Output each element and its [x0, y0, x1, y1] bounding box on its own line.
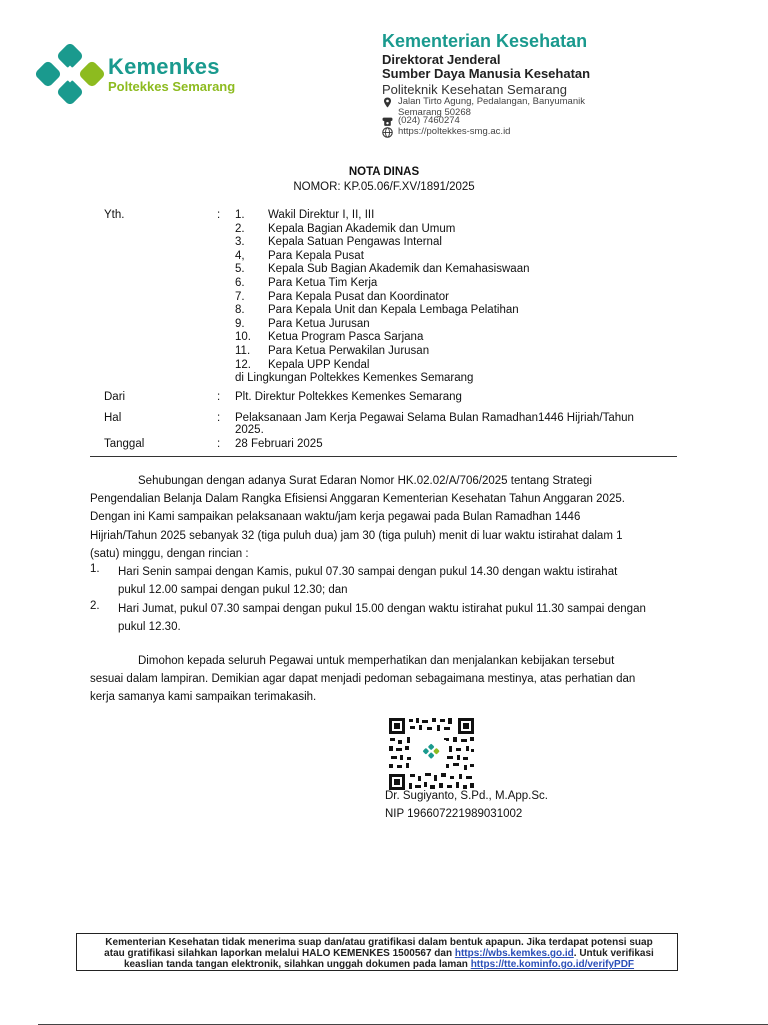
recipient-item: Wakil Direktur I, II, III	[268, 209, 375, 221]
list-item-line-1: Hari Jumat, pukul 07.30 sampai dengan pukul 15.00 dengan waktu istirahat pukul 11.30 sampai dengan	[118, 603, 646, 615]
recipient-scope: di Lingkungan Poltekkes Kemenkes Semarang	[235, 372, 474, 385]
recipient-number: 8.	[235, 304, 245, 317]
recipient-number: 10.	[235, 331, 251, 344]
verify-pdf-link[interactable]: https://tte.kominfo.go.id/verifyPDF	[470, 959, 635, 970]
hal-label: Hal	[104, 412, 122, 424]
paragraph-1-line-2: Pengendalian Belanja Dalam Rangka Efisiensi Anggaran Kementerian Kesehatan Tahun Anggaran 2025.	[90, 493, 625, 506]
paragraph-1-line-5: (satu) minggu, dengan rincian :	[90, 547, 249, 560]
paragraph-2-line-2: sesuai dalam lampiran. Demikian agar dapat menjadi pedoman sebagaimana mestinya, atas perhatian dan	[90, 673, 636, 686]
recipient-number: 9.	[235, 317, 245, 330]
recipient-item: Kepala Bagian Akademik dan Umum	[268, 222, 456, 235]
tanggal-label: Tanggal	[104, 438, 145, 450]
separator-line	[90, 456, 677, 457]
footer-notice	[84, 937, 674, 970]
brand-name: Kemenkes	[108, 54, 220, 79]
yth-label: Yth.	[104, 209, 125, 221]
wbs-link[interactable]: https://wbs.kemkes.go.id	[454, 948, 574, 959]
footer-line-3	[84, 959, 674, 970]
recipient-item: Kepala Satuan Pengawas Internal	[268, 236, 442, 249]
recipient-item: Para Ketua Perwakilan Jurusan	[268, 345, 430, 357]
kemenkes-logo-icon	[36, 44, 106, 104]
tanggal-value: 28 Februari 2025	[235, 438, 323, 450]
footer-line-3-text: keaslian tanda tangan elektronik, silahkan unggah dokumen pada laman	[123, 959, 471, 970]
recipient-number: 6.	[235, 277, 245, 289]
address-line-1: Jalan Tirto Agung, Pedalangan, Banyumanik	[398, 96, 585, 107]
list-item-number: 2.	[90, 600, 100, 612]
recipient-number: 5.	[235, 263, 245, 276]
list-item-line-2: pukul 12.00 sampai dengan pukul 12.30; dan	[118, 584, 348, 597]
recipient-item: Ketua Program Pasca Sarjana	[268, 331, 424, 344]
list-item-line-2: pukul 12.30.	[118, 621, 181, 634]
tanggal-colon: :	[217, 438, 221, 450]
footer-line-2	[84, 948, 674, 959]
directorate-line-1: Direktorat Jenderal	[382, 52, 501, 67]
recipient-item: Para Ketua Jurusan	[268, 317, 370, 330]
document-number: NOMOR: KP.05.06/F.XV/1891/2025	[293, 181, 475, 193]
website-row	[382, 126, 510, 138]
dari-colon: :	[217, 391, 221, 403]
recipient-number: 7.	[235, 290, 245, 303]
paragraph-2-line-1: Dimohon kepada seluruh Pegawai untuk memperhatikan dan menjalankan kebijakan tersebut	[138, 655, 615, 667]
qr-code-icon	[387, 716, 476, 792]
footer-line-1: Kementerian Kesehatan tidak menerima suap dan/atau gratifikasi dalam bentuk apapun. Jika terdapat potensi suap	[105, 937, 653, 948]
list-item-number: 1.	[90, 563, 100, 575]
address-line-2: Semarang 50268	[398, 107, 471, 118]
recipient-number: 4,	[235, 249, 245, 262]
website-link[interactable]: https://poltekkes-smg.ac.id	[398, 126, 511, 137]
recipient-number: 12.	[235, 358, 251, 371]
recipient-number: 11.	[235, 345, 251, 357]
recipient-number: 3.	[235, 236, 245, 249]
footer-line-2-text: atau gratifikasi silahkan laporkan melalui HALO KEMENKES 1500567 dan	[104, 948, 455, 959]
directorate-line-2: Sumber Daya Manusia Kesehatan	[382, 66, 591, 81]
recipient-item: Kepala UPP Kendal	[268, 358, 370, 371]
list-item-line-1: Hari Senin sampai dengan Kamis, pukul 07.30 sampai dengan pukul 14.30 dengan waktu istirahat	[118, 566, 618, 578]
institution-name: Politeknik Kesehatan Semarang	[382, 82, 568, 97]
brand-subtitle: Poltekkes Semarang	[108, 79, 236, 94]
ministry-name: Kementerian Kesehatan	[382, 31, 588, 51]
dari-value: Plt. Direktur Poltekkes Kemenkes Semarang	[235, 391, 462, 403]
phone-number: (024) 7460274	[398, 115, 460, 126]
footer-line-2-tail: . Untuk verifikasi	[573, 948, 654, 959]
yth-colon: :	[217, 209, 221, 221]
location-icon	[382, 97, 393, 108]
paragraph-1-line-3: Dengan ini Kami sampaikan pelaksanaan waktu/jam kerja pegawai pada Bulan Ramadhan 1446	[90, 511, 581, 524]
paragraph-2-line-3: kerja samanya kami sampaikan terimakasih.	[90, 691, 317, 704]
recipient-item: Para Kepala Pusat dan Koordinator	[268, 290, 449, 303]
recipient-item: Kepala Sub Bagian Akademik dan Kemahasiswaan	[268, 263, 530, 276]
recipient-number: 1.	[235, 209, 245, 221]
recipient-item: Para Kepala Unit dan Kepala Lembaga Pelatihan	[268, 304, 519, 317]
recipient-number: 2.	[235, 222, 245, 235]
globe-icon	[382, 127, 393, 138]
recipient-item: Para Kepala Pusat	[268, 249, 364, 262]
paragraph-1-line-1: Sehubungan dengan adanya Surat Edaran Nomor HK.02.02/A/706/2025 tentang Strategi	[138, 475, 592, 487]
paragraph-1-line-4: Hijriah/Tahun 2025 sebanyak 32 (tiga puluh dua) jam 30 (tiga puluh) menit di luar waktu istirahat dalam 1	[90, 529, 623, 542]
signer-nip: NIP 196607221989031002	[385, 808, 523, 820]
hal-value-line-1: Pelaksanaan Jam Kerja Pegawai Selama Bulan Ramadhan1446 Hijriah/Tahun	[235, 412, 634, 424]
recipient-item: Para Ketua Tim Kerja	[268, 277, 378, 289]
dari-label: Dari	[104, 391, 126, 403]
signer-name: Dr. Sugiyanto, S.Pd., M.App.Sc.	[385, 790, 548, 802]
document-title: NOTA DINAS	[348, 166, 420, 178]
hal-value-line-2: 2025.	[235, 424, 264, 436]
hal-colon: :	[217, 412, 221, 424]
